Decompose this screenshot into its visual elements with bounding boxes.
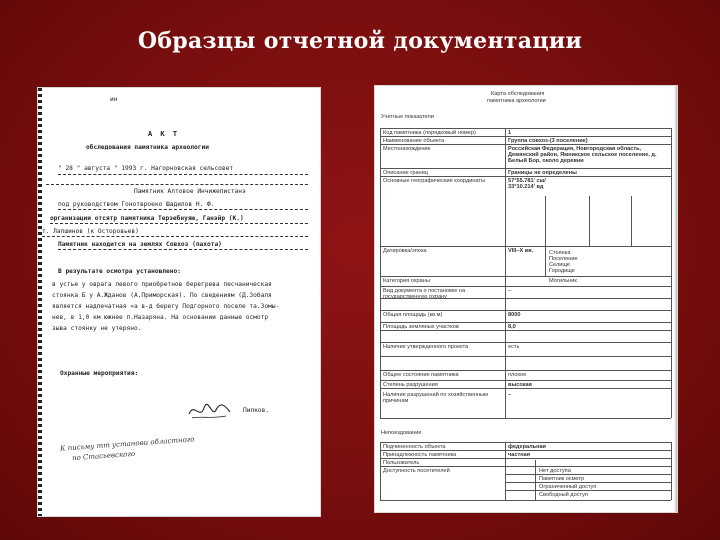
table-row-line <box>380 450 671 451</box>
act-line-2: под руководством Гонотвроеко Шадилов Н. Ф. <box>58 201 215 208</box>
table-row-line <box>380 388 671 389</box>
table-row-line <box>380 380 671 381</box>
table-border <box>380 128 381 418</box>
row-label-destruction: Степень разрушения <box>383 382 438 388</box>
row-label-access: Доступность посетителей <box>383 468 450 474</box>
results-line-1: в устье у оврага левого приобретнов берегрева песчаническая <box>52 281 272 288</box>
act-header: А К Т <box>148 130 180 138</box>
row-label-land-area: Площадь земляных участков <box>383 324 459 330</box>
site-type-option: Могильник <box>549 278 577 284</box>
table-row-line <box>380 176 671 177</box>
act-subheader: обследования памятника археологии <box>86 144 209 151</box>
row-value-condition: плохое <box>508 372 527 378</box>
section-ownership: Непоездование <box>381 430 422 436</box>
access-option: Памятник осмотр <box>539 476 585 482</box>
act-line-3: организации отсятр памятника Терзебнуяю, Ганэйр (К.) <box>50 215 244 222</box>
row-label-document: Вид документа о постановке на государственную охрану <box>383 288 466 300</box>
underline <box>58 174 308 175</box>
row-label-project: Наличие утвержденного проекта <box>383 344 469 350</box>
table-row-line <box>380 418 671 419</box>
underline <box>50 223 308 224</box>
underline <box>46 184 308 185</box>
row-label-condition: Общее состояние памятника <box>383 372 459 378</box>
survey-card-document <box>375 86 677 512</box>
table-row-line <box>380 330 671 331</box>
binding-edge <box>38 88 42 516</box>
row-value-destruction: высокая <box>508 382 532 388</box>
row-label-borders: Описание границ <box>383 170 428 176</box>
corner-mark: ин <box>110 96 118 103</box>
access-option: Нет доступа <box>539 468 571 474</box>
results-line-5: зыва стоянку не утеряно. <box>52 325 142 332</box>
row-value-ownership: частная <box>508 452 530 458</box>
signature-icon <box>186 400 232 422</box>
table-border <box>671 128 672 418</box>
site-type-option: Поселение <box>549 256 578 262</box>
row-value-dating: VIII–X вв. <box>508 248 534 254</box>
row-label-coordinates: Основные географические координаты <box>383 178 486 184</box>
results-line-4: нев, в 1,0 км южнее п.Назаряна. На основании данные осмотр <box>52 314 269 321</box>
table-row-line <box>380 466 671 467</box>
act-line-4: т. Лапшинов (к Осторовьев) <box>42 228 139 235</box>
table-row-line <box>380 276 671 277</box>
results-line-3: является надпечатная «а в-д берегу Подгорного поселе та.Зомы- <box>52 303 280 310</box>
table-row-line <box>505 490 671 491</box>
table-row-line <box>380 286 671 287</box>
row-label-jurisdiction: Подчиненность объекта <box>383 444 446 450</box>
table-row-line <box>380 370 671 371</box>
row-value-location: Российская Федерация, Новгородская область, Демянский район, Ямникское сельское поселение, д. Белый Бор, около деревни <box>508 146 657 164</box>
handwritten-note-2: по Стасьевского <box>71 449 136 463</box>
row-value-borders: Границы не определены <box>508 170 577 176</box>
row-value-name: Группа совхоз-(3 поселение) <box>508 138 588 144</box>
signature-name: Пилков. <box>243 407 270 414</box>
table-row-line <box>380 342 671 343</box>
card-title-1: Карта обследования <box>491 91 545 97</box>
table-column-divider <box>505 128 506 418</box>
handwritten-note-1: К письму тт установи областного <box>59 435 195 453</box>
row-label-code: Код памятника (порядковый номер) <box>383 130 476 136</box>
row-value-document: – <box>508 288 512 294</box>
table-row-line <box>380 168 671 169</box>
act-line-5: Памятник находится на землях Совхоз (пахота) <box>58 241 222 248</box>
table-border <box>671 442 672 500</box>
table-row-line <box>380 310 671 311</box>
underline <box>58 249 308 250</box>
site-type-option: Стоянка <box>549 250 571 256</box>
act-date-line: " 28 " августа " 1993 г. Нагорновская сельсовет <box>58 165 234 172</box>
row-label-damage: Наличие разрушений по хозяйственным причинам <box>383 392 488 404</box>
table-row-line <box>505 474 671 475</box>
table-row-line <box>380 458 671 459</box>
page-edge <box>674 86 677 512</box>
row-label-user: Пользователь <box>383 460 420 466</box>
table-column-divider <box>631 196 632 246</box>
table-row-line <box>380 246 671 247</box>
access-option: Ограниченный доступ <box>539 484 597 490</box>
row-value-code: 1 <box>508 130 512 136</box>
row-value-coordinates: 57°55.781' сш/ 33°10.214' вд <box>508 178 546 190</box>
row-label-dating: Датировка/эпоха <box>383 248 427 254</box>
table-column-divider <box>545 246 546 276</box>
table-row-line <box>505 482 671 483</box>
row-label-name: Наименование объекта <box>383 138 445 144</box>
protective-measures: Охранные мероприятия: <box>60 370 139 377</box>
row-label-ownership: Принадлежность памятника <box>383 452 457 458</box>
access-option: Свободный доступ <box>539 492 588 498</box>
table-row-line <box>380 356 671 357</box>
scanned-act-document <box>38 88 320 516</box>
table-row-line <box>380 128 671 129</box>
table-row-line <box>380 442 671 443</box>
underline <box>42 236 308 237</box>
site-type-option: Селище <box>549 262 571 268</box>
results-line-2: стоянка Б у А.Жданов (А.Приморская). По сведениям (Д.Зобаля <box>52 292 272 299</box>
row-label-protection: Категория охраны <box>383 278 430 284</box>
table-row-line <box>380 500 671 501</box>
table-column-divider <box>545 196 546 246</box>
row-label-area: Общая площадь (кв.м) <box>383 312 443 318</box>
table-row-line <box>380 144 671 145</box>
row-value-area: 8000 <box>508 312 521 318</box>
table-column-divider <box>589 196 590 246</box>
underline <box>58 209 308 210</box>
act-line-1: Памятник Алтовое Инчижепистанэ <box>134 188 246 195</box>
row-label-location: Местонахождение <box>383 146 431 152</box>
row-value-damage: – <box>508 392 512 398</box>
row-value-jurisdiction: федеральная <box>508 444 546 450</box>
section-registration: Учетные показатели <box>381 114 434 120</box>
card-title-2: памятника археологии <box>487 98 546 104</box>
results-title: В результате осмотра установлено: <box>58 268 181 275</box>
table-row-line <box>380 136 671 137</box>
row-value-land-area: 8,0 <box>508 324 516 330</box>
table-row-line <box>380 322 671 323</box>
row-value-project: есть <box>508 344 520 350</box>
slide-title: Образцы отчетной документации <box>137 28 583 54</box>
site-type-option: Городище <box>549 268 575 274</box>
